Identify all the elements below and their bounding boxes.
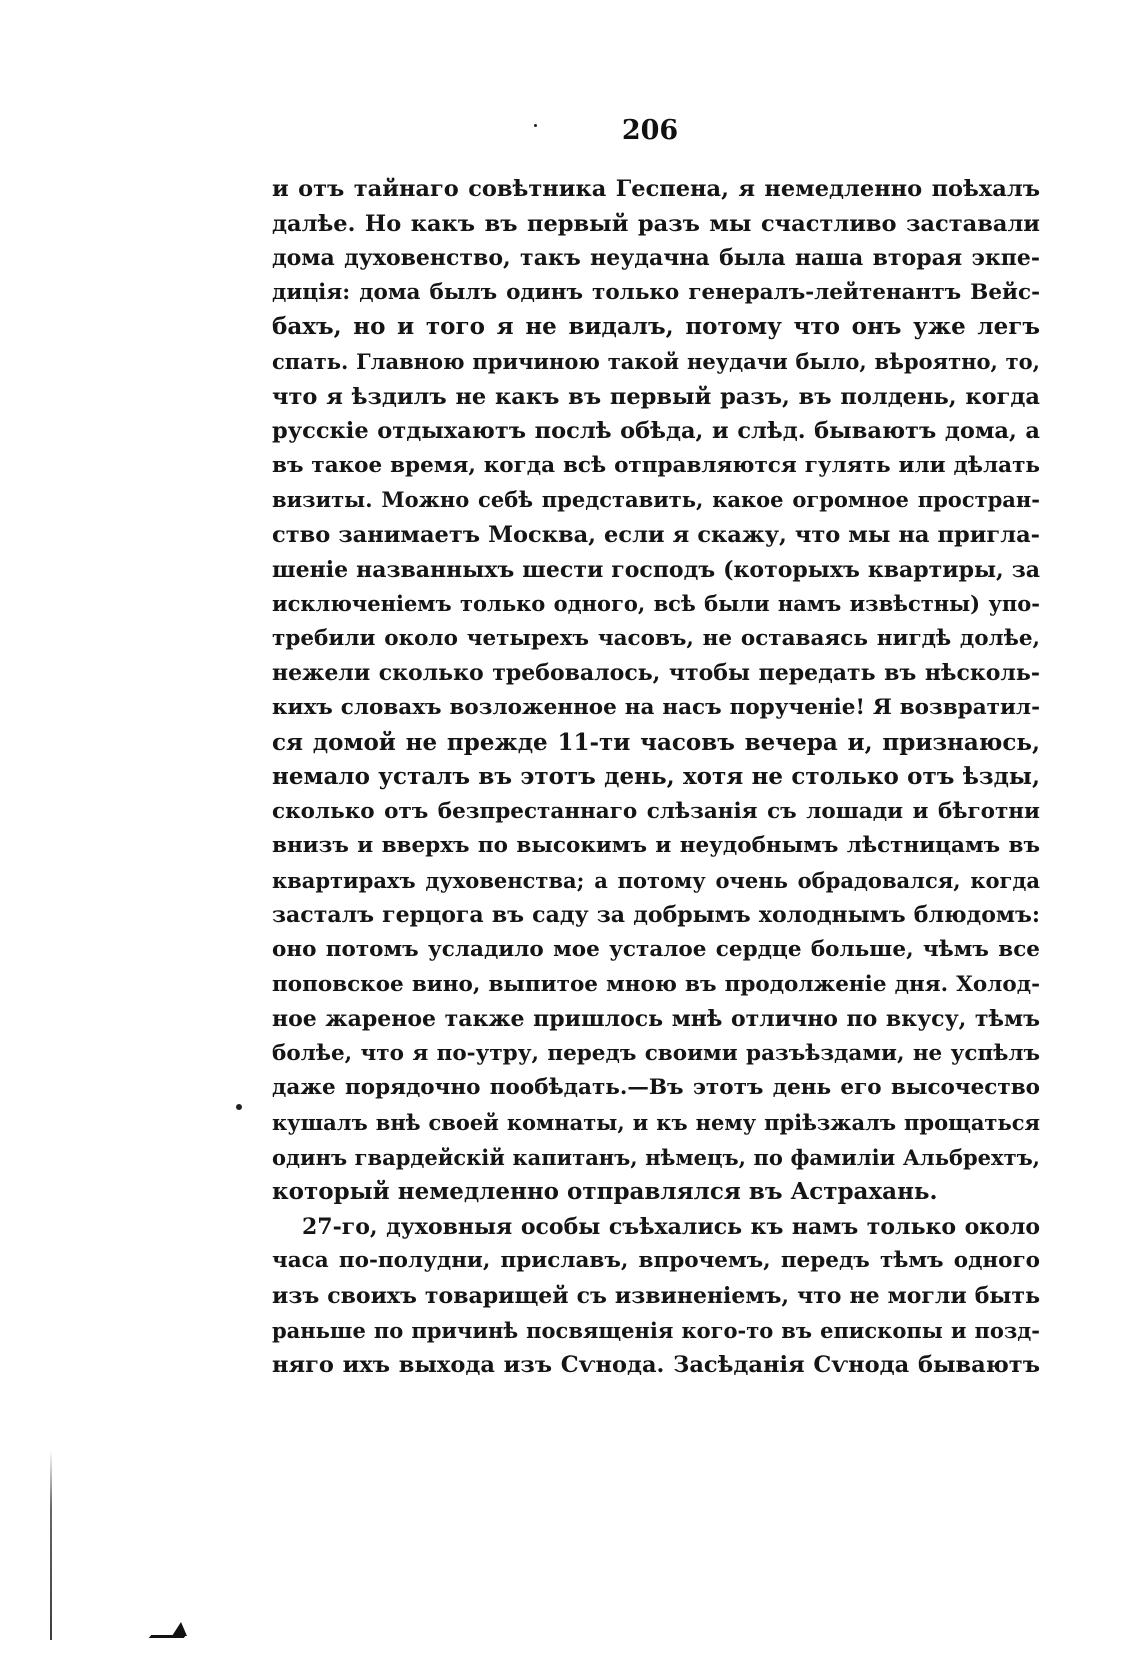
text-line: спать. Главною причиною такой неудачи было, вѣроятно, то, bbox=[272, 348, 1040, 374]
text-line: внизъ и вверхъ по высокимъ и неудобнымъ лѣстницамъ въ bbox=[272, 833, 1040, 859]
text-line: кихъ словахъ возложенное на насъ порученіе! Я возвратил- bbox=[272, 694, 1040, 720]
text-line: требили около четырехъ часовъ, не оставаясь нигдѣ долѣе, bbox=[272, 625, 1040, 651]
page-number: 206 bbox=[621, 115, 679, 146]
text-line: изъ своихъ товарищей съ извиненіемъ, что не могли быть bbox=[272, 1283, 1040, 1309]
text-line: сколько отъ безпрестаннаго слѣзанія съ лошади и бѣготни bbox=[272, 798, 1040, 824]
text-line: раньше по причинѣ посвященія кого-то въ епископы и позд- bbox=[272, 1317, 1040, 1343]
text-line: болѣе, что я по-утру, передъ своими разъѣздами, не успѣлъ bbox=[272, 1040, 1040, 1066]
text-line: что я ѣздилъ не какъ въ первый разъ, въ полдень, когда bbox=[272, 383, 1040, 410]
text-line: нежели сколько требовалось, чтобы передать въ нѣсколь- bbox=[272, 660, 1040, 687]
text-line: поповское вино, выпитое мною въ продолженіе дня. Холод- bbox=[272, 971, 1040, 997]
body-text bbox=[272, 172, 1040, 1383]
text-line: квартирахъ духовенства; а потому очень обрадовался, когда bbox=[272, 867, 1040, 893]
text-line: русскіе отдыхаютъ послѣ обѣда, и слѣд. бываютъ дома, а bbox=[272, 418, 1040, 445]
text-line: шеніе названныхъ шести господъ (которыхъ квартиры, за bbox=[272, 556, 1040, 583]
text-line: дома духовенство, такъ неудачна была наша вторая экпе- bbox=[272, 245, 1040, 272]
text-line: ное жареное также пришлось мнѣ отлично по вкусу, тѣмъ bbox=[272, 1006, 1040, 1033]
text-line: ся домой не прежде 11-ти часовъ вечера и, признаюсь, bbox=[272, 728, 1040, 756]
header-dot bbox=[534, 124, 537, 127]
text-line: няго ихъ выхода изъ Сѵнода. Засѣданія Сѵнода бываютъ bbox=[272, 1352, 1040, 1379]
margin-dot bbox=[236, 1104, 242, 1110]
scan-edge-mark bbox=[50, 1450, 52, 1640]
text-line: бахъ, но и того я не видалъ, потому что онъ уже легъ bbox=[272, 313, 1040, 341]
text-line: который немедленно отправлялся въ Астрахань. bbox=[272, 1178, 938, 1206]
scan-corner-tip bbox=[172, 1622, 187, 1636]
text-line: кушалъ внѣ своей комнаты, и къ нему пріѣзжалъ прощаться bbox=[272, 1110, 1040, 1136]
text-line: 27-го, духовныя особы съѣхались къ намъ только около bbox=[302, 1213, 1040, 1240]
text-line: далѣе. Но какъ въ первый разъ мы счастливо заставали bbox=[272, 210, 1040, 237]
text-line: засталъ герцога въ саду за добрымъ холоднымъ блюдомъ: bbox=[272, 902, 1040, 929]
text-line: исключеніемъ только одного, всѣ были намъ извѣстны) упо- bbox=[272, 591, 1040, 617]
text-line: визиты. Можно себѣ представить, какое огромное простран- bbox=[272, 487, 1040, 513]
text-line: диція: дома былъ одинъ только генералъ-лейтенантъ Вейс- bbox=[272, 279, 1040, 305]
text-line: часа по-полудни, приславъ, впрочемъ, передъ тѣмъ одного bbox=[272, 1248, 1040, 1274]
text-line: въ такое время, когда всѣ отправляются гулять или дѣлать bbox=[272, 452, 1040, 478]
text-line: одинъ гвардейскій капитанъ, нѣмецъ, по фамиліи Альбрехтъ, bbox=[272, 1144, 1040, 1170]
text-line: немало усталъ въ этотъ день, хотя не столько отъ ѣзды, bbox=[272, 763, 1040, 791]
text-line: и отъ тайнаго совѣтника Геспена, я немедленно поѣхалъ bbox=[272, 176, 1040, 202]
text-line: оно потомъ усладило мое усталое сердце больше, чѣмъ все bbox=[272, 937, 1040, 963]
text-line: даже порядочно пообѣдать.—Въ этотъ день его высочество bbox=[272, 1075, 1040, 1101]
text-line: ство занимаетъ Москва, если я скажу, что мы на пригла- bbox=[272, 521, 1040, 548]
